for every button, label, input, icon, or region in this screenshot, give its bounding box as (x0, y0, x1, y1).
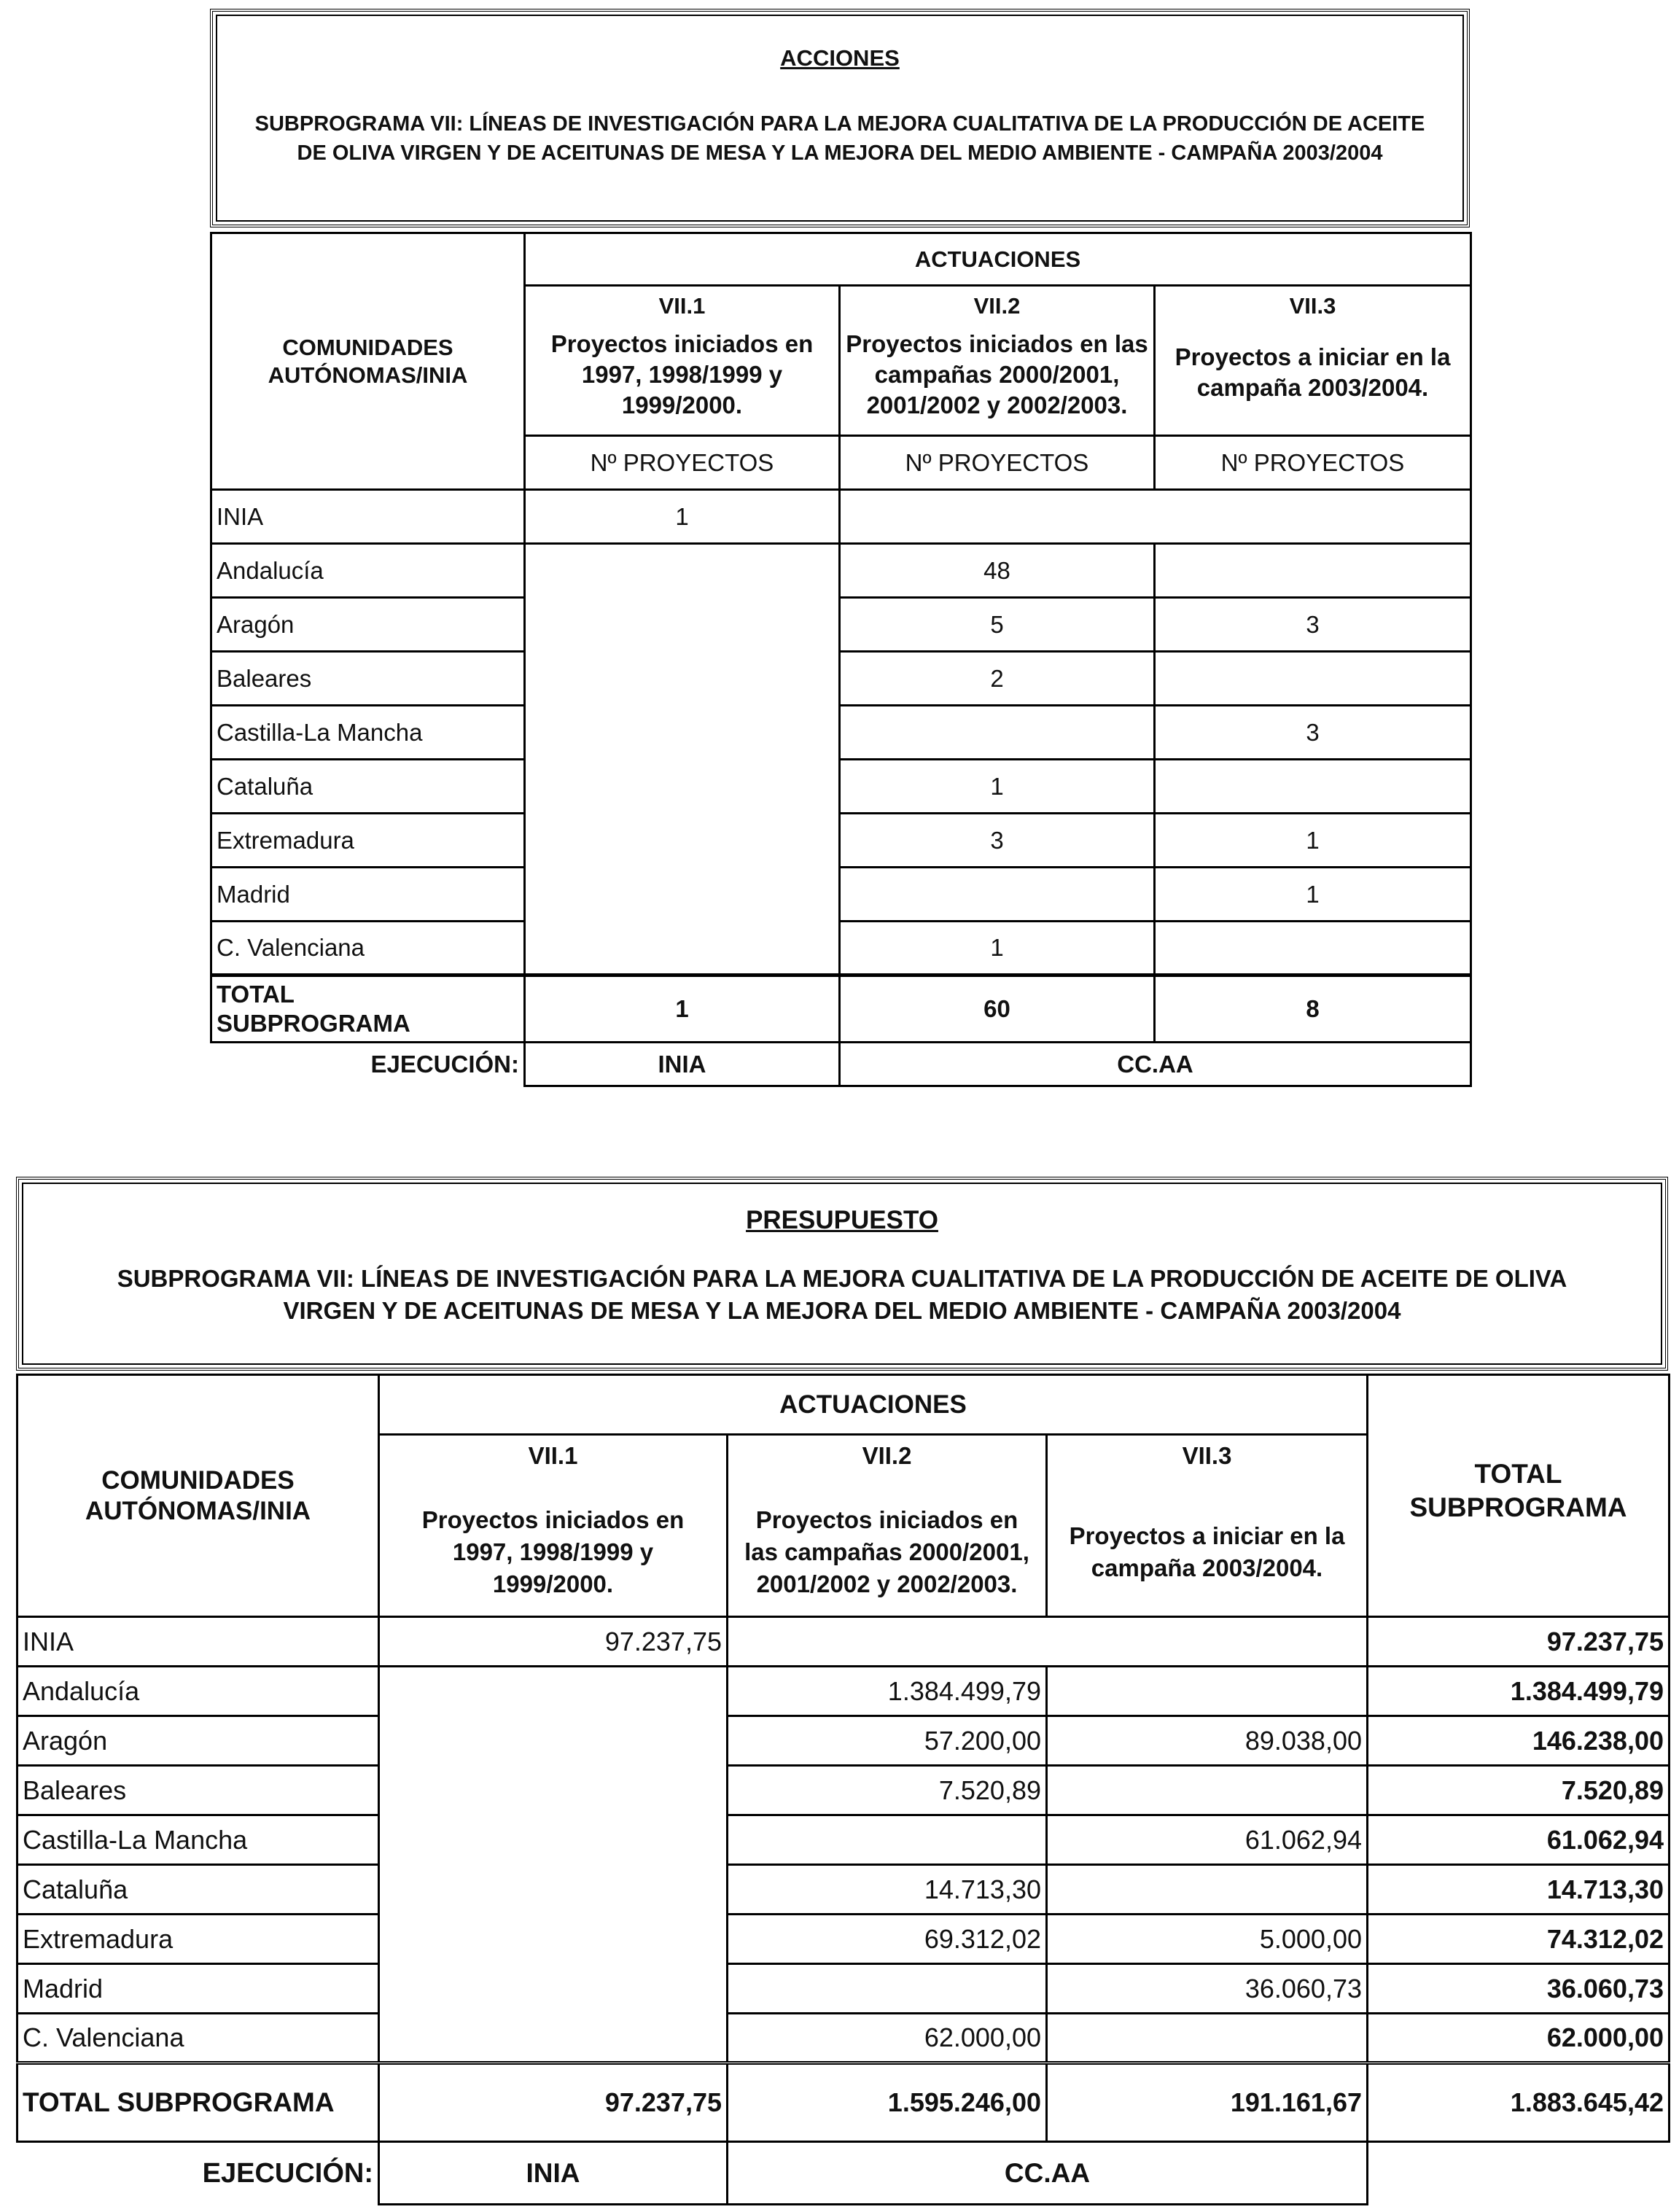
cell-value (1155, 490, 1471, 544)
cell-value (840, 490, 1155, 544)
row-label: INIA (211, 490, 525, 544)
presupuesto-subtitle (19, 1263, 1665, 1327)
cell-total: 62.000,00 (1368, 2014, 1670, 2063)
table-row (17, 1667, 1670, 1716)
presupuesto-col-desc: Proyectos iniciados en (421, 1506, 685, 1533)
cell-value: 36.060,73 (1047, 1964, 1368, 2014)
cell-value: 3 (1155, 598, 1471, 652)
cell-value: 61.062,94 (1047, 1815, 1368, 1865)
presupuesto-col-desc: 2001/2002 y 2002/2003. (756, 1570, 1018, 1597)
table-row (211, 706, 1471, 760)
ejecucion-ccaa: CC.AA (728, 2142, 1368, 2205)
presupuesto-col-desc: 1999/2000. (492, 1570, 614, 1597)
presupuesto-header (16, 1177, 1668, 1371)
presupuesto-actuaciones: ACTUACIONES (379, 1375, 1368, 1435)
row-label: C. Valenciana (17, 2014, 379, 2063)
presupuesto-col-desc: 1997, 1998/1999 y (452, 1538, 654, 1565)
presupuesto-col-region-l1: COMUNIDADES (101, 1465, 295, 1495)
acciones-header (210, 9, 1470, 227)
ejecucion-label: EJECUCIÓN: (211, 1043, 525, 1086)
cell-total: 14.713,30 (1368, 1865, 1670, 1915)
acciones-subtitle-line1: SUBPROGRAMA VII: LÍNEAS DE INVESTIGACIÓN PARA LA MEJORA CUALITATIVA DE LA PRODUCCIÓN DE ACEITE (254, 112, 1425, 136)
total-row (17, 2063, 1670, 2142)
cell-value (728, 1815, 1047, 1865)
presupuesto-col-vii1 (379, 1435, 728, 1617)
cell-value: 7.520,89 (728, 1766, 1047, 1815)
cell-value (728, 1617, 1047, 1667)
acciones-table (210, 9, 1470, 1087)
total-label-l1: TOTAL (217, 981, 295, 1008)
row-label: Baleares (211, 652, 525, 706)
cell-value (728, 1964, 1047, 2014)
acciones-col-desc: 2001/2002 y 2002/2003. (866, 392, 1128, 418)
cell-value-empty (525, 544, 840, 975)
cell-value (1155, 544, 1471, 598)
table-row (211, 544, 1471, 598)
presupuesto-col-region-l2: AUTÓNOMAS/INIA (85, 1496, 311, 1525)
table-row (211, 868, 1471, 922)
row-label: Andalucía (17, 1667, 379, 1716)
cell-value (1047, 2014, 1368, 2063)
acciones-actuaciones: ACTUACIONES (525, 233, 1471, 286)
presupuesto-col-desc: Proyectos iniciados en (755, 1506, 1018, 1533)
row-label: Aragón (211, 598, 525, 652)
presupuesto-col-desc: Proyectos a iniciar en la (1069, 1522, 1345, 1549)
cell-value (840, 706, 1155, 760)
cell-value (840, 868, 1155, 922)
acciones-heading: ACCIONES (780, 45, 900, 71)
cell-total: 61.062,94 (1368, 1815, 1670, 1865)
presupuesto-col-vii2 (728, 1435, 1047, 1617)
acciones-col-vii1 (525, 286, 840, 436)
cell-value: 14.713,30 (728, 1865, 1047, 1915)
cell-value: 62.000,00 (728, 2014, 1047, 2063)
table-row (17, 1915, 1670, 1964)
table-row (211, 922, 1471, 975)
presupuesto-col-code: VII.2 (862, 1442, 912, 1469)
total-value: 97.237,75 (379, 2063, 728, 2142)
table-row (211, 814, 1471, 868)
row-label: Aragón (17, 1716, 379, 1766)
row-label: Extremadura (17, 1915, 379, 1964)
table-row (211, 652, 1471, 706)
presupuesto-subtitle-line1: SUBPROGRAMA VII: LÍNEAS DE INVESTIGACIÓN PARA LA MEJORA CUALITATIVA DE LA PRODUCCIÓN DE ACEITE DE OLIVA (117, 1265, 1567, 1292)
cell-value: 89.038,00 (1047, 1716, 1368, 1766)
cell-value: 1 (525, 490, 840, 544)
cell-value (1155, 652, 1471, 706)
table-row (17, 1617, 1670, 1667)
table-row (211, 490, 1471, 544)
presupuesto-subtitle-line2: VIRGEN Y DE ACEITUNAS DE MESA Y LA MEJORA DEL MEDIO AMBIENTE - CAMPAÑA 2003/2004 (283, 1297, 1401, 1324)
row-label: Baleares (17, 1766, 379, 1815)
cell-value (1047, 1766, 1368, 1815)
acciones-col-region-l1: COMUNIDADES (282, 334, 453, 360)
row-label: Castilla-La Mancha (17, 1815, 379, 1865)
total-value: 191.161,67 (1047, 2063, 1368, 2142)
table-row (17, 1716, 1670, 1766)
row-label: C. Valenciana (211, 922, 525, 975)
acciones-col-code: VII.3 (1289, 293, 1336, 319)
cell-value: 1 (1155, 868, 1471, 922)
presupuesto-col-total (1368, 1375, 1670, 1617)
presupuesto-table (16, 1177, 1668, 2205)
row-label: Madrid (17, 1964, 379, 2014)
acciones-col-code: VII.1 (658, 293, 706, 319)
cell-value: 97.237,75 (379, 1617, 728, 1667)
presupuesto-col-desc: campaña 2003/2004. (1091, 1554, 1323, 1581)
acciones-subtitle (213, 109, 1467, 168)
row-label: Andalucía (211, 544, 525, 598)
presupuesto-col-code: VII.3 (1182, 1442, 1232, 1469)
ejecucion-inia: INIA (525, 1043, 840, 1086)
row-label: Castilla-La Mancha (211, 706, 525, 760)
total-value: 1 (525, 975, 840, 1043)
cell-value (1047, 1865, 1368, 1915)
acciones-col-vii2 (840, 286, 1155, 436)
ejecucion-inia: INIA (379, 2142, 728, 2205)
presupuesto-col-total-l2: SUBPROGRAMA (1409, 1492, 1627, 1522)
ejecucion-row (17, 2142, 1670, 2205)
row-label: Madrid (211, 868, 525, 922)
ejecucion-label: EJECUCIÓN: (17, 2142, 379, 2205)
acciones-col-desc: Proyectos iniciados en (550, 330, 814, 357)
total-value: 1.595.246,00 (728, 2063, 1047, 2142)
row-label: INIA (17, 1617, 379, 1667)
ejecucion-row (211, 1043, 1471, 1086)
presupuesto-grid (16, 1374, 1670, 2205)
cell-total: 146.238,00 (1368, 1716, 1670, 1766)
presupuesto-col-region (17, 1375, 379, 1617)
table-row (211, 598, 1471, 652)
cell-value: 1 (840, 760, 1155, 814)
acciones-col-desc: campaña 2003/2004. (1196, 374, 1429, 401)
presupuesto-col-total-l1: TOTAL (1474, 1459, 1562, 1489)
presupuesto-col-code: VII.1 (528, 1442, 578, 1469)
cell-value: 1 (1155, 814, 1471, 868)
total-value: 8 (1155, 975, 1471, 1043)
cell-value: 3 (840, 814, 1155, 868)
presupuesto-col-desc: las campañas 2000/2001, (744, 1538, 1029, 1565)
cell-value-empty (379, 1667, 728, 2063)
cell-value: 69.312,02 (728, 1915, 1047, 1964)
cell-value: 1.384.499,79 (728, 1667, 1047, 1716)
presupuesto-col-vii3 (1047, 1435, 1368, 1617)
table-row (211, 760, 1471, 814)
acciones-col-desc: 1997, 1998/1999 y (581, 361, 783, 388)
total-label: TOTAL SUBPROGRAMA (17, 2063, 379, 2142)
cell-value (1155, 922, 1471, 975)
cell-value: 57.200,00 (728, 1716, 1047, 1766)
total-value: 60 (840, 975, 1155, 1043)
row-label: Extremadura (211, 814, 525, 868)
cell-total: 36.060,73 (1368, 1964, 1670, 2014)
acciones-col-code: VII.2 (973, 293, 1021, 319)
acciones-col-desc: 1999/2000. (621, 392, 743, 418)
ejecucion-spacer (1368, 2142, 1670, 2205)
cell-value: 3 (1155, 706, 1471, 760)
acciones-unit: Nº PROYECTOS (525, 436, 840, 490)
row-label: Cataluña (17, 1865, 379, 1915)
acciones-grid (210, 232, 1472, 1087)
acciones-col-vii3 (1155, 286, 1471, 436)
cell-value (1047, 1617, 1368, 1667)
cell-total: 7.520,89 (1368, 1766, 1670, 1815)
cell-value: 48 (840, 544, 1155, 598)
table-row (17, 1964, 1670, 2014)
cell-value: 1 (840, 922, 1155, 975)
table-row (17, 1815, 1670, 1865)
cell-value (1047, 1667, 1368, 1716)
acciones-unit: Nº PROYECTOS (840, 436, 1155, 490)
acciones-col-region (211, 233, 525, 490)
acciones-col-region-l2: AUTÓNOMAS/INIA (268, 362, 468, 388)
total-label (211, 975, 525, 1043)
acciones-col-desc: Proyectos a iniciar en la (1174, 343, 1451, 370)
total-value: 1.883.645,42 (1368, 2063, 1670, 2142)
cell-total: 1.384.499,79 (1368, 1667, 1670, 1716)
cell-value (1155, 760, 1471, 814)
row-label: Cataluña (211, 760, 525, 814)
acciones-col-desc: Proyectos iniciados en las (846, 330, 1148, 357)
total-row (211, 975, 1471, 1043)
table-row (17, 1766, 1670, 1815)
ejecucion-ccaa: CC.AA (840, 1043, 1471, 1086)
acciones-col-desc: campañas 2000/2001, (874, 361, 1120, 388)
cell-value: 5.000,00 (1047, 1915, 1368, 1964)
total-label-l2: SUBPROGRAMA (217, 1010, 410, 1037)
cell-total: 97.237,75 (1368, 1617, 1670, 1667)
table-row (17, 2014, 1670, 2063)
cell-total: 74.312,02 (1368, 1915, 1670, 1964)
table-row (17, 1865, 1670, 1915)
acciones-unit: Nº PROYECTOS (1155, 436, 1471, 490)
presupuesto-heading: PRESUPUESTO (746, 1206, 938, 1234)
acciones-subtitle-line2: DE OLIVA VIRGEN Y DE ACEITUNAS DE MESA Y LA MEJORA DEL MEDIO AMBIENTE - CAMPAÑA 2003/2004 (297, 141, 1383, 165)
cell-value: 2 (840, 652, 1155, 706)
cell-value: 5 (840, 598, 1155, 652)
